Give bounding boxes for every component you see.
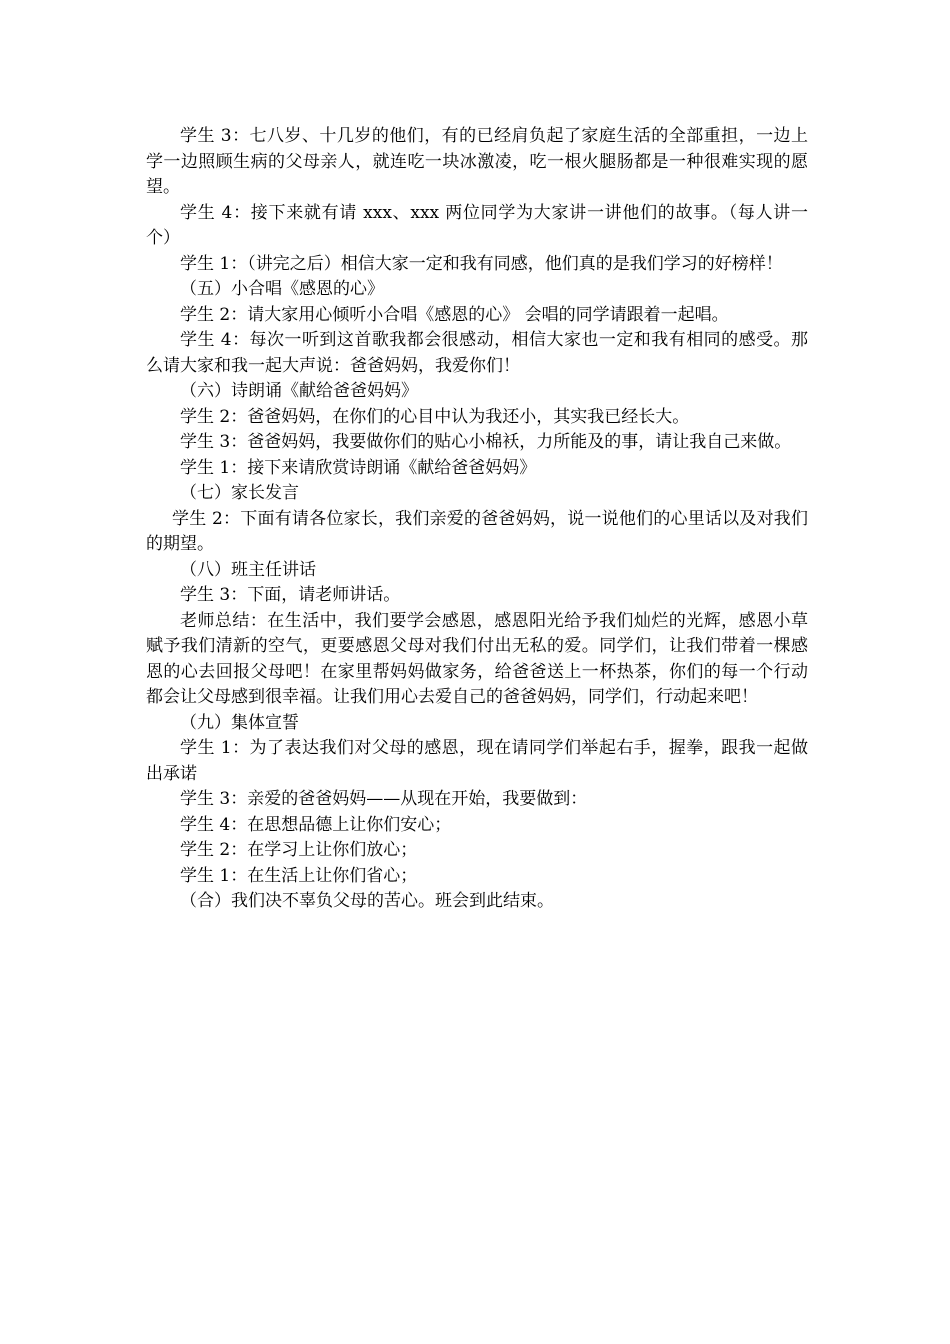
- paragraph: 学生 3：亲爱的爸爸妈妈——从现在开始，我要做到：: [180, 789, 588, 809]
- paragraph: 学生 1：在生活上让你们省心；: [180, 865, 418, 886]
- paragraph: 学生 2：请大家用心倾听小合唱《感恩的心》 会唱的同学请跟着一起唱。: [180, 304, 729, 325]
- paragraph: 学生 3：七八岁、十几岁的他们，有的已经肩负起了家庭生活的全部重担，一边上学一边照顾生病的父母亲人，就连吃一块冰激凌，吃一根火腿肠都是一种很难实现的愿望。: [146, 126, 808, 197]
- paragraph: （八）班主任讲话: [180, 559, 316, 580]
- document-body: [146, 124, 808, 915]
- paragraph: （合）我们决不辜负父母的苦心。班会到此结束。: [180, 891, 554, 911]
- paragraph: 学生 2：在学习上让你们放心；: [180, 840, 418, 860]
- paragraph: （六）诗朗诵《献给爸爸妈妈》: [180, 381, 418, 401]
- paragraph: 学生 1：（讲完之后）相信大家一定和我有同感，他们真的是我们学习的好榜样！: [180, 253, 783, 274]
- paragraph: 学生 2：爸爸妈妈，在你们的心目中认为我还小，其实我已经长大。: [180, 406, 690, 427]
- paragraph: （九）集体宣誓: [180, 712, 299, 733]
- paragraph: 学生 1：接下来请欣赏诗朗诵《献给爸爸妈妈》: [180, 457, 537, 478]
- paragraph: 老师总结：在生活中，我们要学会感恩，感恩阳光给予我们灿烂的光辉，感恩小草赋予我们清新的空气，更要感恩父母对我们付出无私的爱。同学们，让我们带着一棵感恩的心去回报父母吧！在家里帮妈妈做家务，给爸爸送上一杯热茶，你们的每一个行动都会让父母感到很幸福。让我们用心去爱自己的爸爸妈妈，同学们，行动起来吧！: [146, 610, 808, 707]
- paragraph: 学生 3：爸爸妈妈，我要做你们的贴心小棉袄，力所能及的事，请让我自己来做。: [180, 432, 792, 452]
- paragraph: 学生 4：每次一听到这首歌我都会很感动，相信大家也一定和我有相同的感受。那么请大家和我一起大声说：爸爸妈妈，我爱你们！: [146, 330, 808, 376]
- paragraph: 学生 3：下面，请老师讲话。: [180, 585, 401, 605]
- paragraph: 学生 4：接下来就有请 xxx、xxx 两位同学为大家讲一讲他们的故事。（每人讲一个）: [146, 202, 808, 248]
- paragraph: （五）小合唱《感恩的心》: [180, 279, 384, 299]
- paragraph: 学生 2：下面有请各位家长，我们亲爱的爸爸妈妈，说一说他们的心里话以及对我们的期望。: [146, 508, 808, 554]
- paragraph: （七）家长发言: [180, 483, 299, 503]
- paragraph: 学生 4：在思想品德上让你们安心；: [180, 814, 452, 835]
- paragraph: 学生 1：为了表达我们对父母的感恩，现在请同学们举起右手，握拳，跟我一起做出承诺: [146, 738, 808, 784]
